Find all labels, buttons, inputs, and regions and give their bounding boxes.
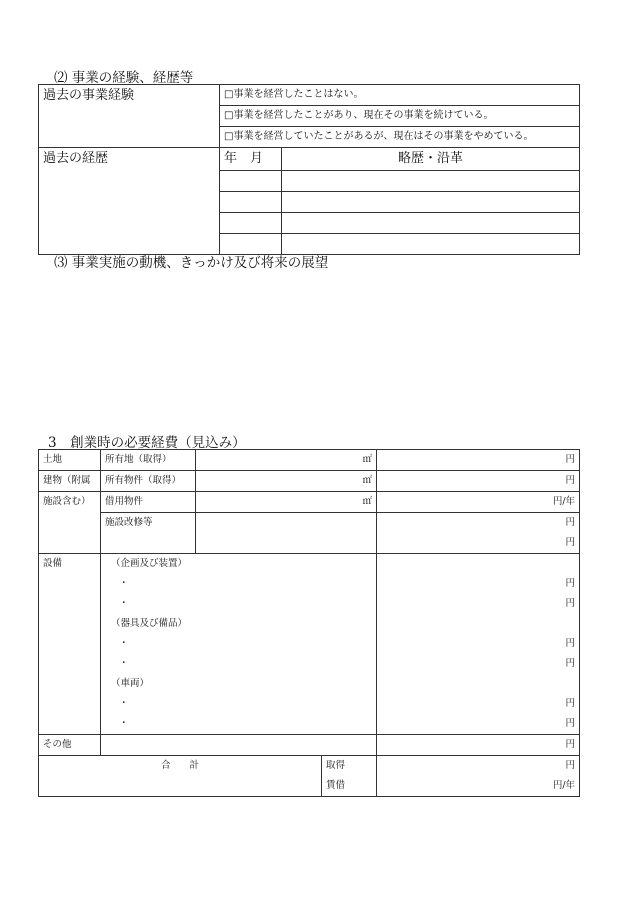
equipment-cost-unit: 円 xyxy=(565,698,576,709)
section-2-heading: ⑵ 事業の経験、経歴等 xyxy=(54,70,194,86)
building-owned-cost-unit[interactable]: 円 xyxy=(377,471,580,492)
land-label: 土地 xyxy=(39,450,101,471)
equipment-cost-unit: 円 xyxy=(565,638,576,649)
total-leased-unit: 円/年 xyxy=(552,780,576,791)
building-label-line1: 建物（附属 xyxy=(39,471,101,492)
equipment-cost-unit: 円 xyxy=(565,718,576,729)
equipment-bullet: ・ xyxy=(119,658,129,669)
renovation-cost-unit-2: 円 xyxy=(565,537,576,548)
experience-label: 過去の事業経験 xyxy=(39,85,220,148)
equipment-detail-cell[interactable] xyxy=(101,554,377,735)
building-label-line2: 施設含む） xyxy=(39,492,101,513)
history-label: 過去の経歴 xyxy=(39,148,220,255)
building-rented-label: 借用物件 xyxy=(101,492,196,513)
other-label: その他 xyxy=(39,735,101,756)
equipment-bullet: ・ xyxy=(119,598,129,609)
total-label-cell xyxy=(39,756,322,797)
renovation-detail-cell[interactable] xyxy=(196,513,377,554)
land-cost-unit[interactable]: 円 xyxy=(377,450,580,471)
land-area-unit[interactable]: ㎡ xyxy=(196,450,377,471)
equipment-cost-unit: 円 xyxy=(565,658,576,669)
equipment-bullet: ・ xyxy=(119,698,129,709)
building-owned-area-unit[interactable]: ㎡ xyxy=(196,471,377,492)
land-owned-label: 所有地（取得） xyxy=(101,450,196,471)
history-detail-cell[interactable] xyxy=(282,213,580,234)
total-leased-label: 賃借 xyxy=(326,780,346,791)
total-acquired-label: 取得 xyxy=(326,760,346,771)
equipment-cost-cell[interactable] xyxy=(377,554,580,735)
renovation-label-cell xyxy=(101,513,196,554)
equipment-bullet: ・ xyxy=(119,578,129,589)
equipment-group-machinery: （企画及び装置） xyxy=(111,558,188,569)
building-blank-cell xyxy=(39,513,101,554)
history-date-cell[interactable] xyxy=(220,171,282,192)
section-3-heading: ⑶ 事業実施の動機、きっかけ及び将来の展望 xyxy=(54,255,329,271)
date-header: 年 月 xyxy=(220,148,282,171)
equipment-group-fixtures: （器具及び備品） xyxy=(111,618,188,629)
building-rented-cost-unit[interactable]: 円/年 xyxy=(377,492,580,513)
renovation-cost-unit-1: 円 xyxy=(565,517,576,528)
total-type-cell xyxy=(322,756,377,797)
other-cost-unit[interactable]: 円 xyxy=(377,735,580,756)
renovation-cost-cell[interactable] xyxy=(377,513,580,554)
total-label: 合 計 xyxy=(160,760,199,771)
history-detail-cell[interactable] xyxy=(282,171,580,192)
history-detail-cell[interactable] xyxy=(282,192,580,213)
experience-option-ended[interactable]: □事業を経営していたことがあるが、現在はその事業をやめている。 xyxy=(220,127,580,148)
history-date-cell[interactable] xyxy=(220,192,282,213)
total-acquired-unit: 円 xyxy=(565,760,576,771)
equipment-group-vehicles: （車両） xyxy=(111,678,150,689)
equipment-label: 設備 xyxy=(39,554,101,735)
equipment-cost-unit: 円 xyxy=(565,578,576,589)
business-experience-table xyxy=(38,84,580,255)
history-header: 略歴・沿革 xyxy=(282,148,580,171)
renovation-label: 施設改修等 xyxy=(105,517,153,528)
experience-option-continuing[interactable]: □事業を経営したことがあり、現在その事業を続けている。 xyxy=(220,106,580,127)
equipment-cost-unit: 円 xyxy=(565,598,576,609)
history-date-cell[interactable] xyxy=(220,213,282,234)
section-startup-costs-heading: 3 創業時の必要経費（見込み） xyxy=(48,435,246,451)
experience-option-none[interactable]: □事業を経営したことはない。 xyxy=(220,85,580,106)
building-rented-area-unit[interactable]: ㎡ xyxy=(196,492,377,513)
building-owned-label: 所有物件（取得） xyxy=(101,471,196,492)
equipment-bullet: ・ xyxy=(119,638,129,649)
other-detail-cell[interactable] xyxy=(101,735,377,756)
startup-costs-table xyxy=(38,449,580,797)
total-cost-cell[interactable] xyxy=(377,756,580,797)
equipment-bullet: ・ xyxy=(119,718,129,729)
